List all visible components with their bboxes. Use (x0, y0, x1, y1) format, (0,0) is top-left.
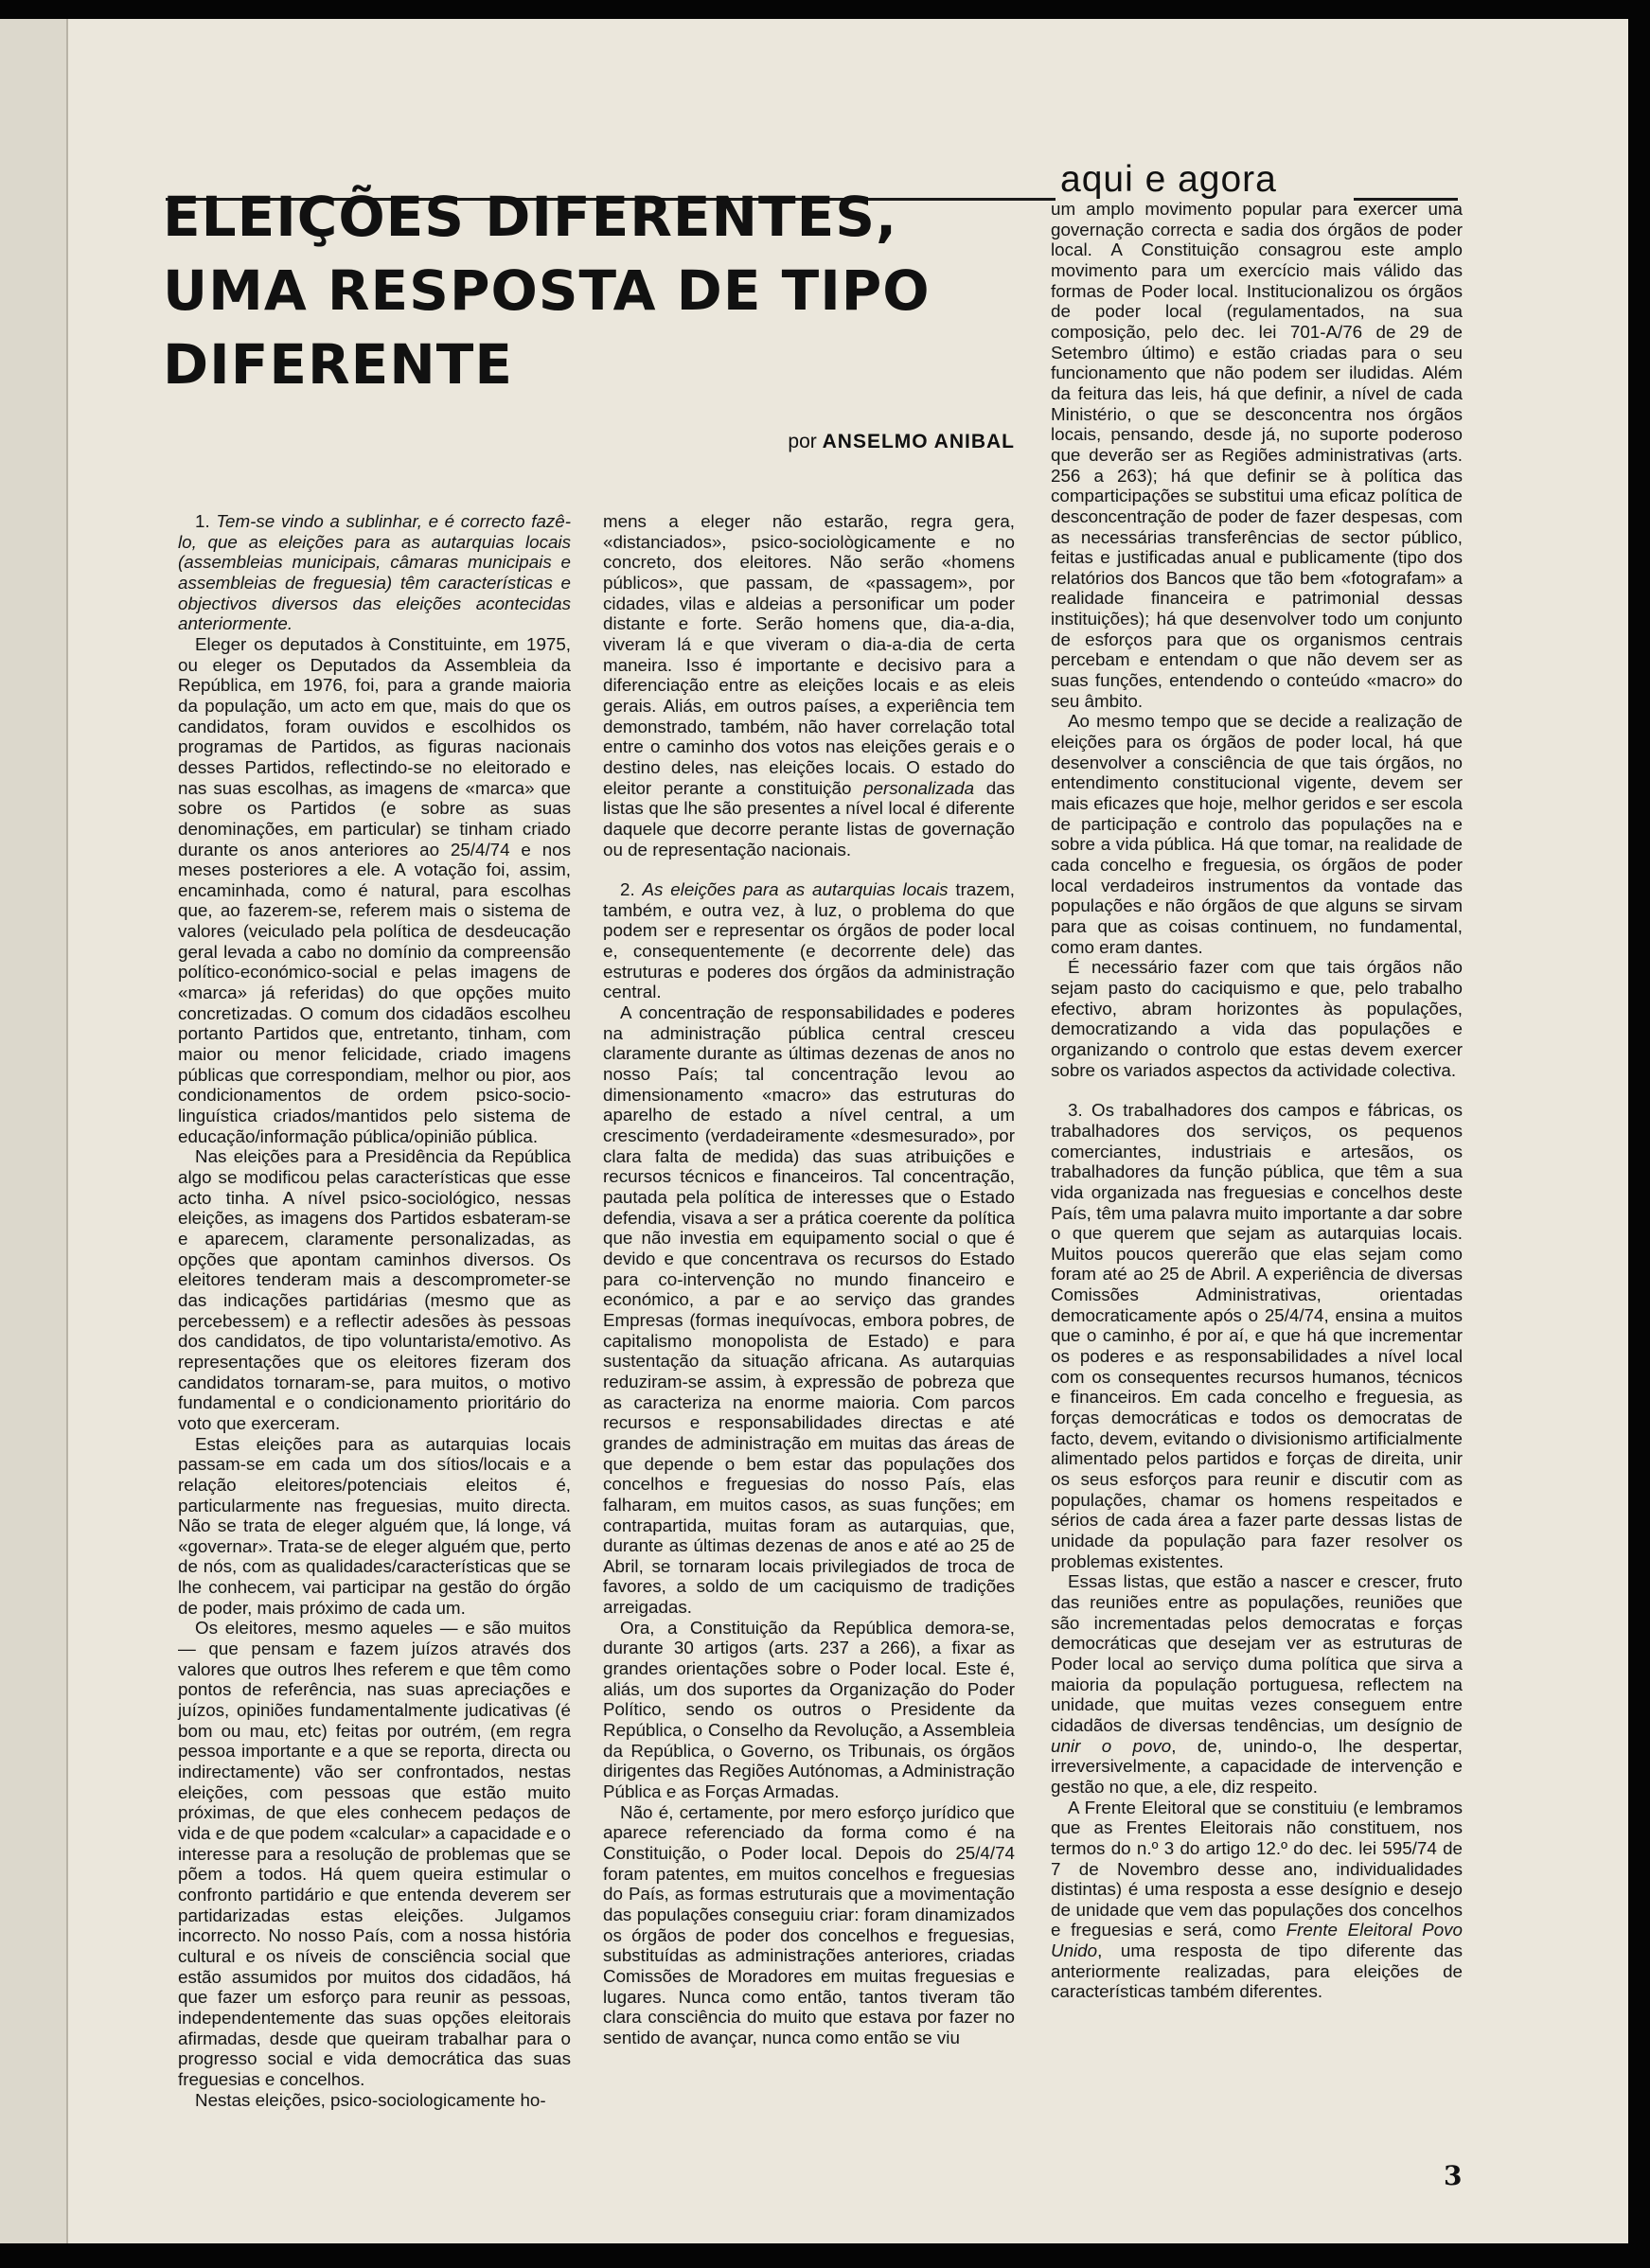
headline-line-3: DIFERENTE (163, 332, 513, 397)
paragraph: Os eleitores, mesmo aqueles — e são muitos — que pensam e fazem juízos através dos valores que outros lhes referem e que têm como pontos de referência, nas suas apreciações e juízos, opiniões fundamentalmente judicativas (é bom ou mau, etc) feitas por outrém, (em regra pessoa importante e a que se reporta, directa ou indirectamente) vão ser confrontados, nestas eleições, com pessoas que estão muito próximas, de que eles conhecem pedaços de vida e de que podem «calcular» a capacidade e o interesse para a resolução de problemas que se põem a todos. Há quem queira estimular o confronto partidário e que entenda deverem ser partidarizadas estas eleições. Julgamos incorrecto. No nosso País, com a nossa história cultural e os níveis de consciência social que estão assumidos por muitos dos cidadãos, há que fazer um esforço para reunir as pessoas, independentemente das suas opções eleitorais afirmadas, desde que queiram trabalhar para o progresso social e vida democrática das suas freguesias e concelhos. (178, 1618, 571, 2089)
byline-prefix: por (788, 431, 817, 452)
section-title: aqui e agora (1060, 159, 1277, 200)
headline-line-1: ELEIÇÕES DIFERENTES, (163, 185, 898, 249)
byline-author: ANSELMO ANIBAL (822, 431, 1015, 452)
article-headline (163, 180, 977, 401)
paragraph: um amplo movimento popular para exercer uma governação correcta e sadia dos órgãos de poder local. A Constituição consagrou este amplo movimento para um exercício mais válido das formas de Poder local. Institucionalizou os órgãos de poder local (regulamentados, na sua composição, pelo dec. lei 701-A/76 de 29 de Setembro último) e estão criadas para o seu funcionamento que não podem ser iludidas. Além da feitura das leis, há que definir, a nível de cada Ministério, o que se desconcentra nos órgãos locais, pensando, desde já, no suporte poderoso que deverão ser as Regiões administrativas (arts. 256 a 263); há que definir se à política das comparticipações se substitui uma eficaz política de desconcentração de poder de fazer despesas, com as necessárias transferências de sector público, feitas e justificadas anual e publicamente (tipo dos relatórios dos Bancos que tão bem «fotografam» a realidade financeira e patrimonial dessas instituições); há que desenvolver todo um conjunto de esforços para que os organismos centrais percebam e entendam o que não devem ser as suas funções, entendendo o conteúdo «macro» do seu âmbito. (1051, 199, 1463, 711)
previous-page-edge (0, 19, 68, 2243)
paragraph: A concentração de responsabilidades e poderes na administração pública central cresceu claramente durante as últimas dezenas de anos no nosso País; tal concentração levou ao dimensionamento «macro» das estruturas do aparelho de estado a nível central, a um crescimento (verdadeiramente «desmesurado», por clara falta de medida) das suas atribuições e recursos técnicos e financeiros. Tal concentração, pautada pela política de interesses que o Estado defendia, visava a ser a prática coerente da política que não investia em equipamento social o que é devido e que concentrava os recursos do Estado para co-intervenção no mundo financeiro e económico, a par e ao serviço das grandes Empresas (formas inequívocas, embora pobres, de capitalismo monopolista de Estado) e para sustentação da situação africana. As autarquias reduziram-se assim, à expressão de pobreza que as caracteriza na enorme maioria. Com parcos recursos e responsabilidades directas e até grandes de administração em muitas das áreas de que depende o bem estar das populações dos concelhos e freguesias do nosso País, elas falharam, em muitos casos, as suas funções; em contrapartida, muitas foram as autarquias, que, durante as últimas dezenas de anos e até ao 25 de Abril, se tornaram locais privilegiados de troca de favores, a soldo de um caciquismo de tradições arreigadas. (603, 1002, 1015, 1618)
paragraph: Nas eleições para a Presidência da República algo se modificou pelas características que esse acto tinha. A nível psico-sociológico, nessas eleições, as imagens dos Partidos esbateram-se e aparecem, claramente personalizadas, as opções que apontam caminhos diversos. Os eleitores tenderam mais a descomprometer-se das indicações partidárias (mesmo que as percebessem) e a reflectir adesões às pessoas dos candidatos, de tipo voluntarista/emotivo. As representações que os eleitores fizeram dos candidatos tornaram-se, para muitos, o motivo fundamental e o condicionamento prioritário do voto que exerceram. (178, 1146, 571, 1433)
paragraph: Ao mesmo tempo que se decide a realização de eleições para os órgãos de poder local, há que desenvolver a consciência de que tais órgãos, no entendimento constitucional vigente, devem ser mais eficazes que hoje, melhor geridos e ser escola de participação e controlo das populações na e sobre a vida pública. Há que tomar, na realidade de cada concelho e freguesia, os órgãos de poder local verdadeiros instrumentos da vontade das populações e não órgãos de que alguns se sirvam para que as coisas continuem, no fundamental, como eram dantes. (1051, 711, 1463, 957)
article-column-3 (1051, 199, 1463, 2002)
article-column-2 (603, 511, 1015, 2048)
byline (767, 431, 1015, 453)
paragraph: 1. Tem-se vindo a sublinhar, e é correcto fazê-lo, que as eleições para as autarquias locais (assembleias municipais, câmaras municipais e assembleias de freguesia) têm características e objectivos diversos das eleições acontecidas anteriormente. (178, 511, 571, 634)
magazine-page (0, 19, 1628, 2243)
page-number: 3 (1444, 2160, 1463, 2191)
paragraph: A Frente Eleitoral que se constituiu (e lembramos que as Frentes Eleitorais não constituem, nos termos do n.º 3 do artigo 12.º do dec. lei 595/74 de 7 de Novembro desse ano, individualidades distintas) é uma resposta a esse desígnio e desejo de unidade que vem das populações dos concelhos e freguesias e será, como Frente Eleitoral Povo Unido, uma resposta de tipo diferente das anteriormente realizadas, para eleições de características também diferentes. (1051, 1797, 1463, 2002)
paragraph: Não é, certamente, por mero esforço jurídico que aparece referenciado da forma como é na Constituição, o Poder local. Depois do 25/4/74 foram patentes, em muitos concelhos e freguesias do País, as formas estruturais que a movimentação das populações conseguiu criar: foram dinamizados os órgãos de poder dos concelhos e freguesias, substituídas as administrações anteriores, criadas Comissões de Moradores em muitas freguesias e lugares. Nunca como então, tantos tiveram tão clara consciência do muito que estava por fazer no sentido de avançar, nunca como então se viu (603, 1801, 1015, 2047)
paragraph: Ora, a Constituição da República demora-se, durante 30 artigos (arts. 237 a 266), a fixar as grandes orientações sobre o Poder local. Este é, aliás, um dos suportes da Organização do Poder Político, sendo os outros o Presidente da República, o Conselho da Revolução, a Assembleia da República, o Governo, os Tribunais, os órgãos dirigentes das Regiões Autónomas, a Administração Pública e as Forças Armadas. (603, 1617, 1015, 1802)
paragraph: 2. As eleições para as autarquias locais trazem, também, e outra vez, à luz, o problema do que podem ser e representar os órgãos de poder local e, consequentemente (e decorrente dele) das estruturas e poderes dos órgãos da administração central. (603, 879, 1015, 1002)
paragraph: Essas listas, que estão a nascer e crescer, fruto das reuniões entre as populações, reuniões que são incrementadas pelos democratas e forças democráticas que desejam ver as estruturas de Poder local ao serviço duma política que sirva a maioria da população portuguesa, reflectem na unidade, que muitas vezes conseguem entre cidadãos de diversas tendências, um desígnio de unir o povo, de, unindo-o, lhe despertar, irreversivelmente, a capacidade de intervenção e gestão no que, a ele, diz respeito. (1051, 1571, 1463, 1797)
paragraph: mens a eleger não estarão, regra gera, «distanciados», psico-sociològicamente e no concreto, dos eleitores. Não serão «homens públicos», que passam, de «passagem», por cidades, vilas e aldeias a personificar um poder distante e forte. Serão homens que, dia-a-dia, viveram lá e que viveram o dia-a-dia de certa maneira. Isso é importante e decisivo para a diferenciação entre as eleições locais e as eleis gerais. Aliás, em outros países, a experiência tem demonstrado, também, não haver correlação total entre o caminho dos votos nas eleições gerais e o destino deles, nas eleições locais. O estado do eleitor perante a constituição personalizada das listas que lhe são presentes a nível local é diferente daquele que decorre perante listas de governação ou de representação nacionais. (603, 511, 1015, 859)
article-column-1 (178, 511, 571, 2110)
headline-line-2: UMA RESPOSTA DE TIPO (163, 258, 931, 323)
paragraph: Estas eleições para as autarquias locais passam-se em cada um dos sítios/locais e a relação eleitores/potenciais eleitos é, particularmente nas freguesias, muito directa. Não se trata de eleger alguém que, lá longe, vá «governar». Trata-se de eleger alguém que, perto de nós, com as qualidades/características que se lhe conhecem, vai participar na gestão do órgão de poder, mais próximo de cada um. (178, 1433, 571, 1618)
paragraph: Nestas eleições, psico-sociologicamente ho- (195, 2089, 546, 2110)
paragraph: Eleger os deputados à Constituinte, em 1975, ou eleger os Deputados da Assembleia da República, em 1976, foi, para a grande maioria da população, um acto em que, mais do que os candidatos, foram ouvidos e escolhidos os programas de Partidos, as figuras nacionais desses Partidos, reflectindo-se no eleitorado e nas suas escolhas, as imagens de «marca» que sobre os Partidos (e sobre as suas denominações, em particular) se tinham criado durante os anos anteriores ao 25/4/74 e nos meses posteriores a ele. A votação foi, assim, encaminhada, como é natural, para escolhas que, ao fazerem-se, referem mais o sistema de valores (veiculado pela política de desdeucação geral levada a cabo no domínio da compreensão político-económico-social e pelas imagens de «marca» já referidas) do que opções muito concretizadas. O comum dos cidadãos escolheu portanto Partidos que, entretanto, tinham, com maior ou menor felicidade, criado imagens públicas que correspondiam, melhor ou pior, aos condicionamentos de ordem psico-socio-linguística criados/mantidos pelo sistema de educação/informação pública/opinião pública. (178, 633, 571, 1146)
paragraph: 3. Os trabalhadores dos campos e fábricas, os trabalhadores dos serviços, os pequenos comerciantes, industriais e artesãos, os trabalhadores da função pública, que têm a sua vida organizada nas freguesias e concelhos deste País, têm uma palavra muito importante a dar sobre o que querem que sejam as autarquias locais. Muitos poucos quererão que elas sejam como foram até ao 25 de Abril. A experiência de diversas Comissões Administrativas, orientadas democraticamente após o 25/4/74, ensina a muitos que o caminho, é por aí, e que há que incrementar os poderes e as responsabilidades a nível local com os consequentes recursos humanos, técnicos e financeiros. Em cada concelho e freguesia, as forças democráticas e todos os democratas de facto, devem, evitando o divisionismo artificialmente alimentado pelos partidos e forças de direita, unir os seus esforços para reunir e discutir com as populações, chamar os homens respeitados e sérios de cada área a fazer parte dessas listas de unidade da população para fazer resolver os problemas existentes. (1051, 1100, 1463, 1571)
paragraph: É necessário fazer com que tais órgãos não sejam pasto do caciquismo e que, pelo trabalho efectivo, abram horizontes às populações, democratizando a vida das populações e organizando o controlo que estas devem exercer sobre os variados aspectos da actividade colectiva. (1051, 957, 1463, 1080)
